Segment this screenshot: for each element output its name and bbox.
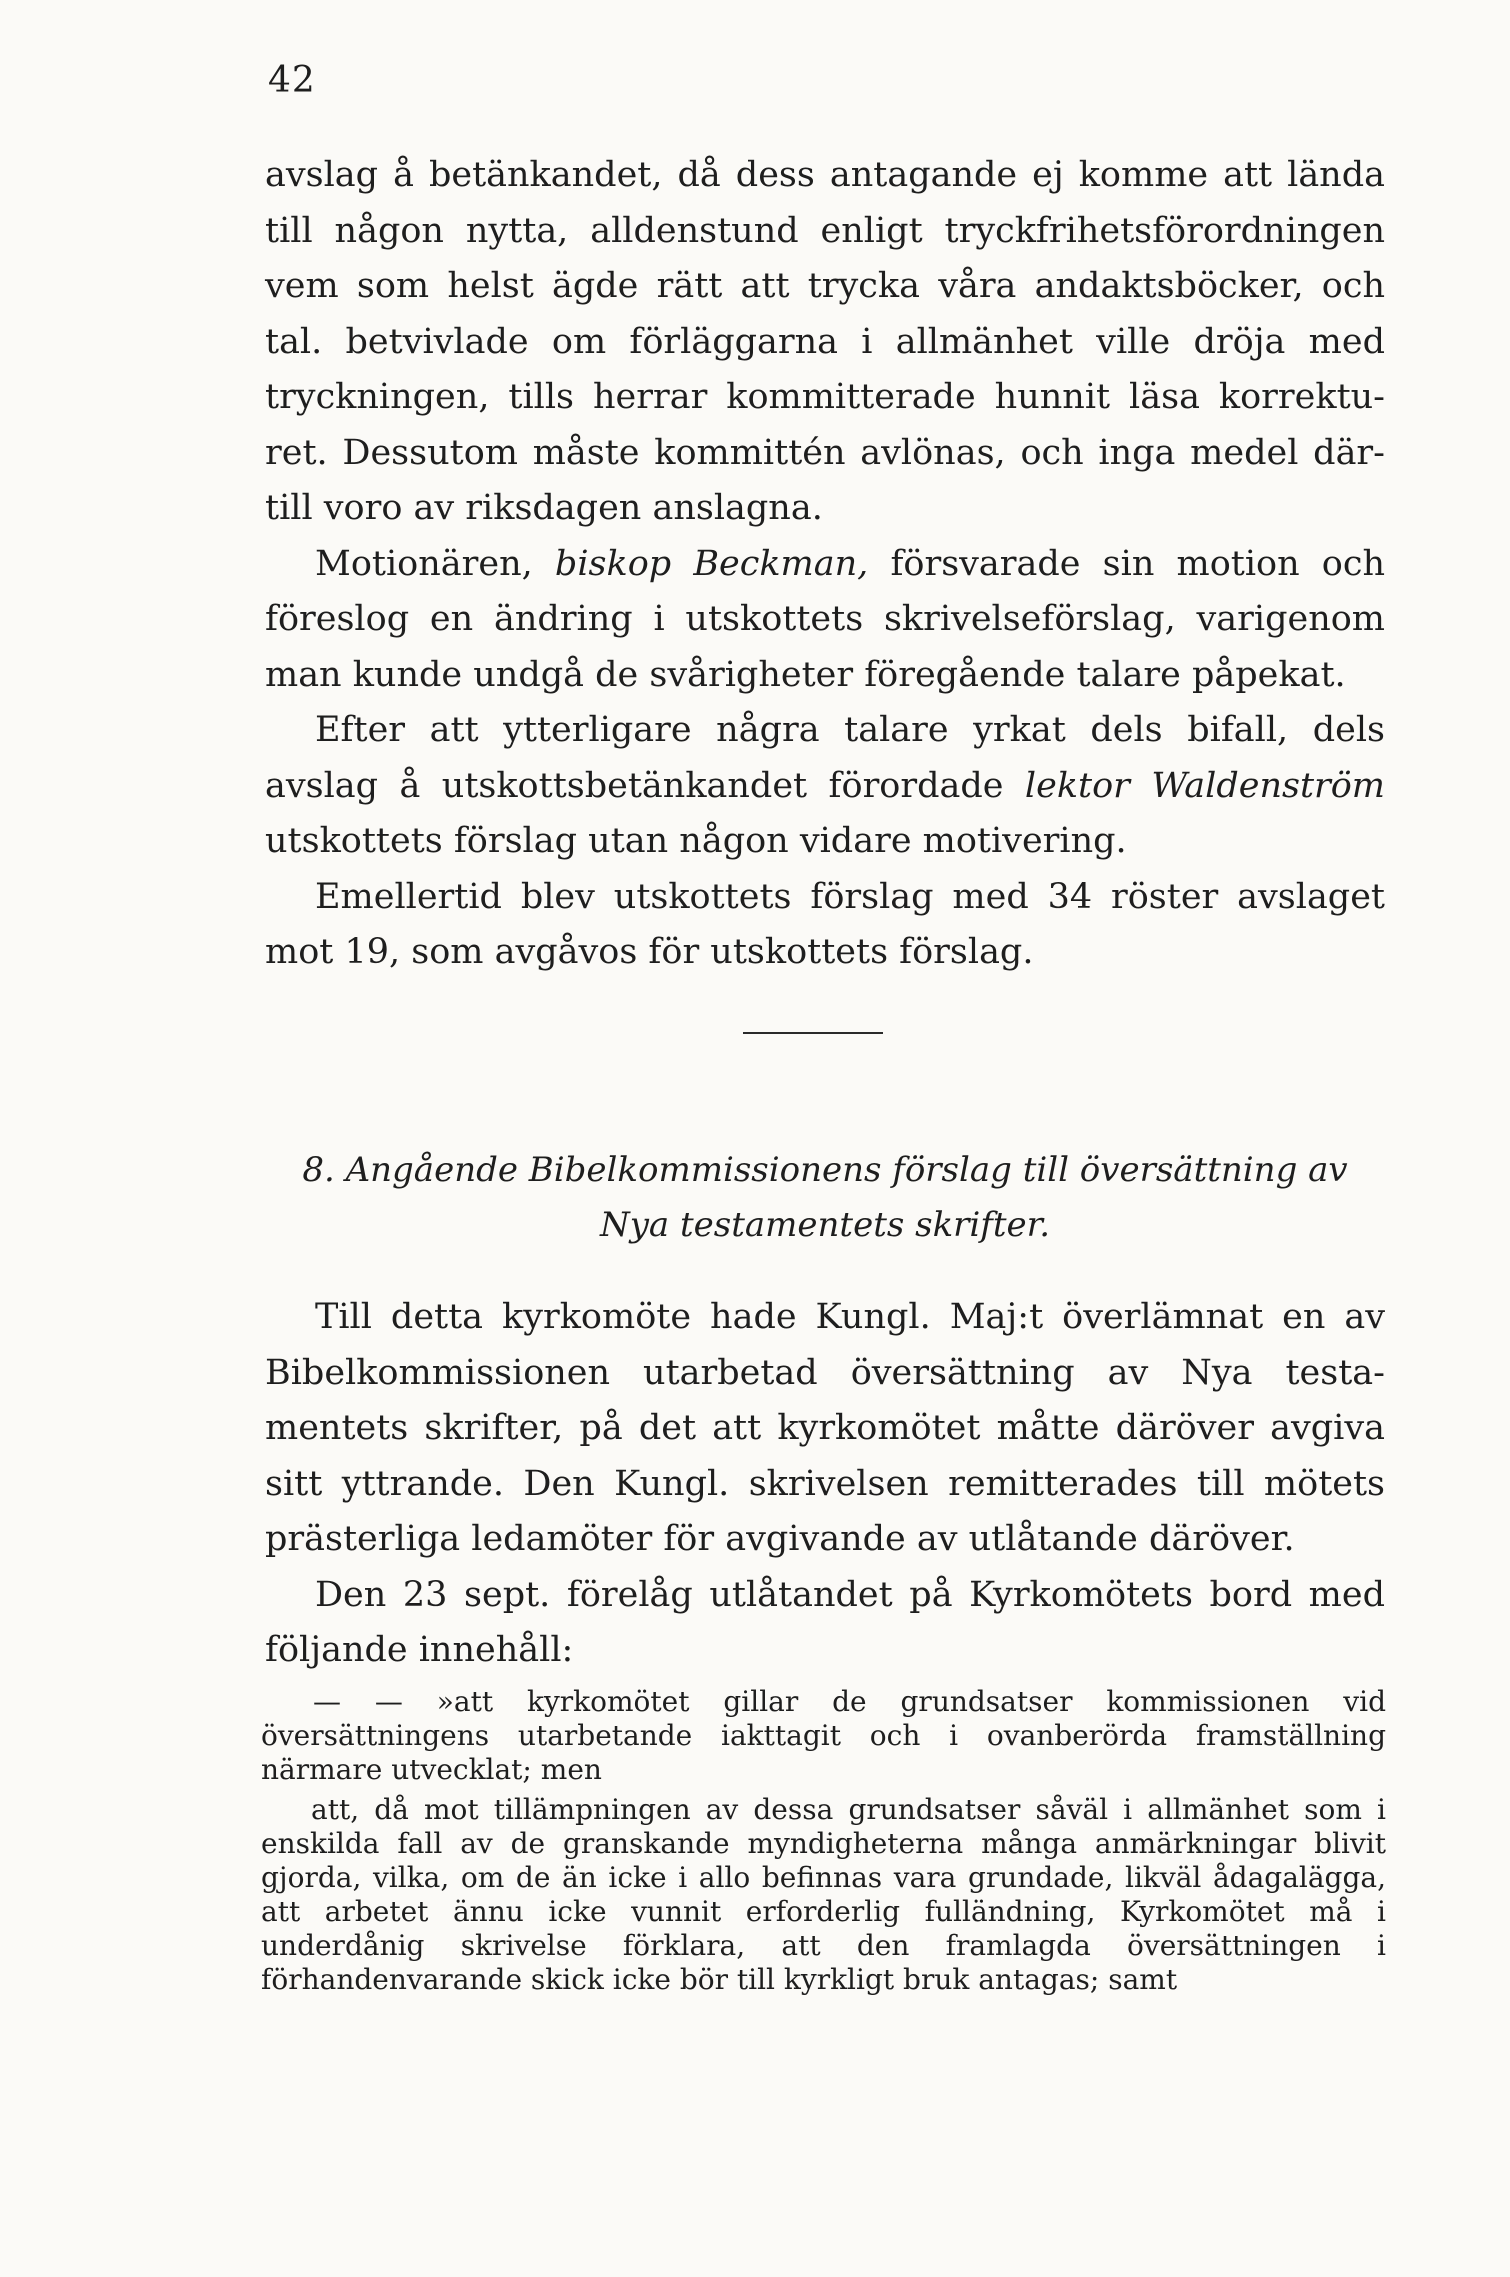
upper-text-block xyxy=(265,148,1385,981)
paragraph-den-23-sept: Den 23 sept. förelåg utlåtandet på Kyrkomötets bord med följande innehåll: xyxy=(265,1574,1385,1670)
section-divider xyxy=(743,1032,883,1034)
paragraph-motionaren xyxy=(265,537,1385,704)
paragraph-till-detta: Till detta kyrkomöte hade Kungl. Maj:t överlämnat en av Bibelkommissionen utarbetad översättning av Nya testamentets skrifter, på det att kyrkomötet måtte däröver avgiva sitt yttrande. Den Kungl. skrivelsen remitterades till mötets prästerliga ledamöter för avgivande av utlåtande däröver. xyxy=(265,1297,1385,1559)
lower-text-block xyxy=(265,1290,1385,1679)
section-heading xyxy=(265,1143,1385,1253)
name-lektor-waldenstrom: lektor Waldenström xyxy=(1024,765,1385,806)
quote-paragraph-2: att, då mot tillämpningen av dessa grundsatser såväl i allmänhet som i enskilda fall av de granskande myndigheterna många anmärkningar blivit gjorda, vilka, om de än icke i allo befinnas vara grundade, likväl ådagalägga, att arbetet ännu icke vunnit erforderlig fulländning, Kyrkomötet må i underdånig skrivelse förklara, att den framlagda översättningen i förhandenvarande skick icke bör till kyrkligt bruk antagas; samt xyxy=(261,1793,1386,1996)
paragraph-avslag: avslag å betänkandet, då dess antagande ej komme att lända till någon nytta, alldenstund enligt tryckfrihetsförordningen vem som helst ägde rätt att trycka våra andaktsböcker, och tal. betvivlade om förläggarna i allmänhet ville dröja med tryckningen, tills herrar kommitterade hunnit läsa korrekturet. Dessutom måste kommittén avlönas, och inga medel därtill voro av riksdagen anslagna. xyxy=(265,155,1385,528)
paragraph-efter-att-rest: utskottets förslag utan någon vidare motivering. xyxy=(265,821,1127,861)
section-heading-line-1: 8. Angående Bibelkommissionens förslag till översättning av xyxy=(302,1150,1348,1190)
section-heading-line-2: Nya testamentets skrifter. xyxy=(599,1205,1051,1245)
quoted-statement xyxy=(261,1685,1386,1997)
paragraph-motionaren-lead: Motionären, xyxy=(315,543,555,584)
paragraph-efter-att xyxy=(265,703,1385,870)
page-number: 42 xyxy=(268,60,316,101)
quote-paragraph-1: — — »att kyrkomötet gillar de grundsatser kommissionen vid översättningens utarbetande iakttagit och i ovanberörda framställning närmare utvecklat; men xyxy=(261,1685,1386,1786)
name-biskop-beckman: biskop Beckman, xyxy=(554,543,869,584)
paragraph-efter-att-lead: Efter att ytterligare några talare yrkat dels bifall, dels avslag å utskottsbetänkandet förordade xyxy=(265,710,1385,806)
paragraph-emellertid: Emellertid blev utskottets förslag med 34 röster avslaget mot 19, som avgåvos för utskottets förslag. xyxy=(265,876,1385,972)
paragraph-motionaren-rest: försvarade sin motion och föreslog en ändring i utskottets skrivelseförslag, varigenom man kunde undgå de svårigheter föregående talare påpekat. xyxy=(265,543,1386,695)
